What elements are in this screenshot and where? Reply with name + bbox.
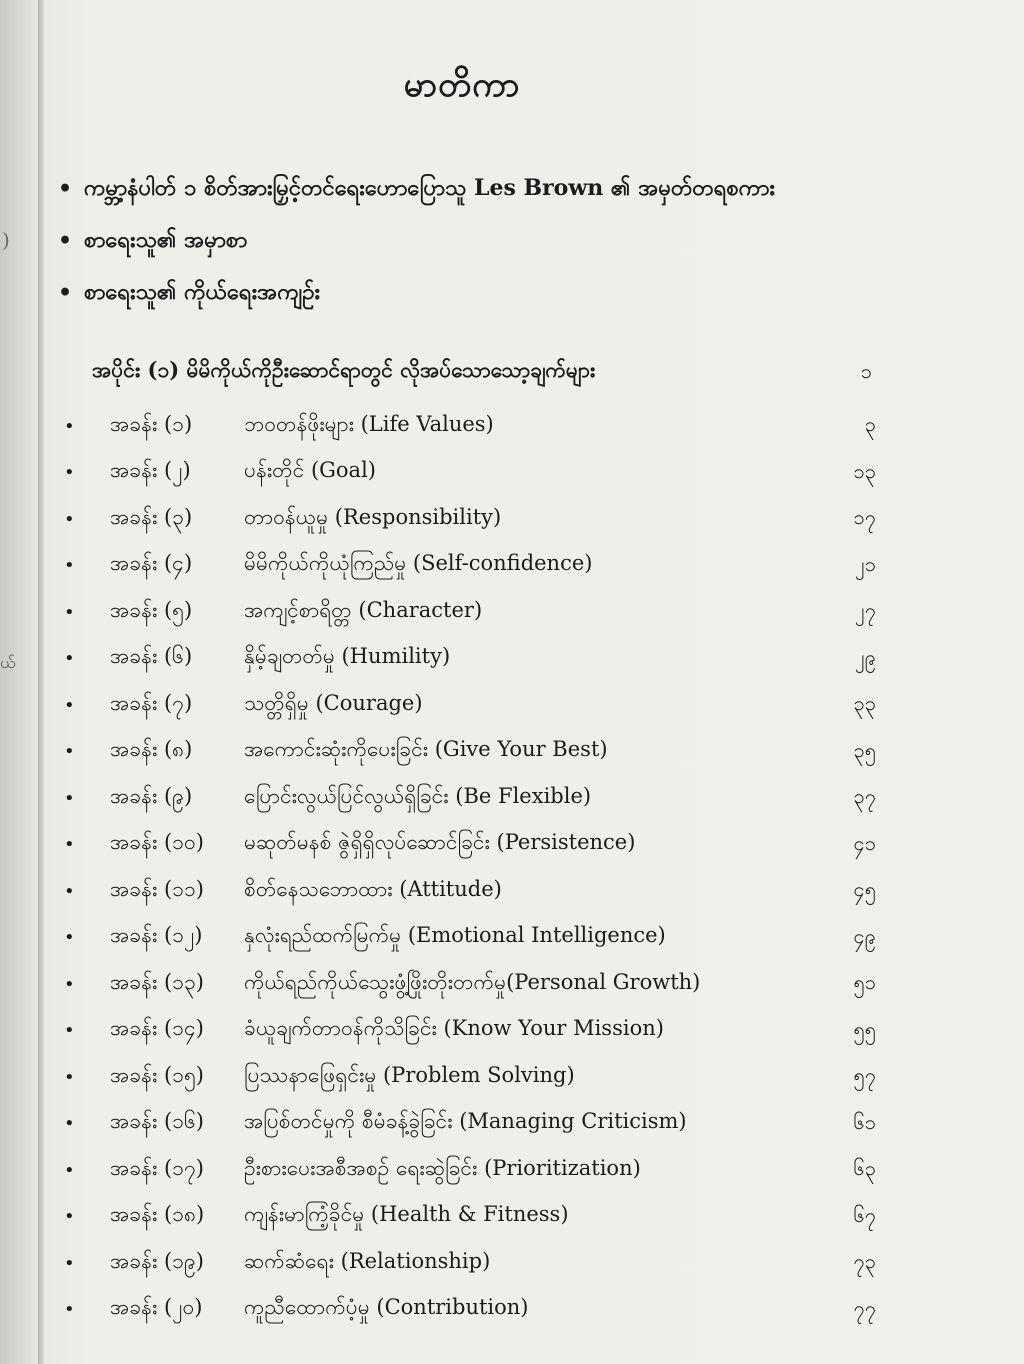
chapter-row — [64, 1008, 876, 1055]
chapter-page-number: ၄၁ — [853, 830, 876, 855]
bullet-icon: • — [64, 1159, 75, 1181]
chapter-row — [64, 543, 876, 590]
bullet-icon: • — [58, 176, 73, 202]
chapter-title: နှိမ့်ချတတ်မှု (Humility) — [244, 644, 451, 669]
chapter-title: စိတ်နေသဘောထား (Attitude) — [244, 876, 502, 901]
chapter-title: သတ္တိရှိမှု (Courage) — [244, 690, 423, 715]
chapter-page-number: ၂၇ — [854, 598, 876, 623]
chapter-list — [64, 403, 876, 1333]
adjacent-page-edge-mark: ယ် — [0, 653, 16, 672]
chapter-number: အခန်း (၁၁) — [110, 876, 204, 901]
chapter-row — [64, 915, 876, 962]
chapter-page-number: ၄၅ — [853, 877, 876, 902]
chapter-number: အခန်း (၃) — [110, 504, 193, 529]
chapter-number: အခန်း (၁၅) — [110, 1062, 204, 1087]
chapter-page-number: ၂၉ — [854, 644, 876, 669]
bullet-icon: • — [58, 280, 73, 306]
chapter-number: အခန်း (၁၄) — [110, 1016, 204, 1041]
chapter-row — [64, 1194, 876, 1241]
chapter-title: အကောင်းဆုံးကိုပေးခြင်း (Give Your Best) — [244, 737, 608, 762]
chapter-title: ကိုယ်ရည်ကိုယ်သွေးဖွံ့ဖြိုးတိုးတက်မှု(Personal Growth) — [244, 969, 701, 994]
chapter-title: ကူညီထောက်ပံ့မှု (Contribution) — [244, 1295, 529, 1320]
chapter-row — [64, 1240, 876, 1287]
chapter-row — [64, 822, 876, 869]
chapter-page-number: ၆၇ — [853, 1202, 876, 1227]
chapter-title: ပြောင်းလွယ်ပြင်လွယ်ရှိခြင်း (Be Flexible) — [244, 783, 592, 808]
chapter-number: အခန်း (၆) — [110, 644, 193, 669]
chapter-title: ပန်းတိုင် (Goal) — [244, 458, 376, 483]
bullet-icon: • — [64, 927, 75, 949]
bullet-icon: • — [64, 1206, 75, 1228]
book-spine — [38, 0, 44, 1364]
page-title: မာတိကာ — [403, 65, 521, 105]
chapter-page-number: ၃၇ — [853, 784, 876, 809]
bullet-icon: • — [64, 1299, 75, 1321]
chapter-page-number: ၆၃ — [853, 1156, 876, 1181]
chapter-row — [64, 1101, 876, 1148]
bullet-icon: • — [58, 228, 73, 254]
bullet-icon: • — [64, 880, 75, 902]
chapter-row — [64, 775, 876, 822]
bullet-icon: • — [64, 648, 75, 670]
bullet-icon: • — [64, 415, 75, 437]
chapter-number: အခန်း (၄) — [110, 551, 193, 576]
intro-item-text: စာရေးသူ၏ အမှာစာ — [84, 226, 248, 253]
chapter-number: အခန်း (၈) — [110, 737, 193, 762]
bullet-icon: • — [64, 1066, 75, 1088]
part-title: အပိုင်း (၁) မိမိကိုယ်ကိုဦးဆောင်ရာတွင် လိုအပ်သောသော့ချက်များ — [92, 357, 596, 382]
chapter-row — [64, 589, 876, 636]
chapter-page-number: ၅၅ — [853, 1016, 876, 1041]
chapter-page-number: ၂၁ — [854, 551, 876, 576]
chapter-page-number: ၁၇ — [853, 505, 876, 530]
chapter-row — [64, 961, 876, 1008]
chapter-number: အခန်း (၁၉) — [110, 1248, 204, 1273]
chapter-number: အခန်း (၁၆) — [110, 1109, 204, 1134]
chapter-number: အခန်း (၁၃) — [110, 969, 204, 994]
chapter-number: အခန်း (၁၈) — [110, 1202, 205, 1227]
part-heading — [92, 357, 872, 388]
chapter-number: အခန်း (၁) — [110, 411, 193, 436]
chapter-row — [64, 729, 876, 776]
chapter-row — [64, 868, 876, 915]
bullet-icon: • — [64, 1113, 75, 1135]
intro-item-text: ကမ္ဘာ့နံပါတ် ၁ စိတ်အားမြှင့်တင်ရေးဟောပြောသူ Les Brown ၏ အမှတ်တရစကား — [84, 174, 775, 201]
chapter-title: ဆက်ဆံရေး (Relationship) — [244, 1248, 491, 1273]
chapter-row — [64, 1147, 876, 1194]
chapter-number: အခန်း (၂) — [110, 458, 191, 483]
bullet-icon: • — [64, 787, 75, 809]
intro-list — [58, 163, 918, 319]
chapter-page-number: ၆၁ — [853, 1109, 876, 1134]
chapter-title: ကျန်းမာကြံ့ခိုင်မှု (Health & Fitness) — [244, 1202, 569, 1227]
intro-item — [58, 163, 918, 215]
chapter-title: အကျင့်စာရိတ္တ (Character) — [244, 597, 483, 622]
chapter-number: အခန်း (၇) — [110, 690, 193, 715]
bullet-icon: • — [64, 694, 75, 716]
chapter-title: မိမိကိုယ်ကိုယုံကြည်မှု (Self-confidence) — [244, 551, 593, 576]
chapter-page-number: ၃ — [864, 412, 876, 437]
chapter-row — [64, 450, 876, 497]
chapter-page-number: ၅၁ — [853, 970, 876, 995]
chapter-title: ဦးစားပေးအစီအစဉ် ရေးဆွဲခြင်း (Prioritization) — [244, 1155, 641, 1180]
chapter-page-number: ၅၇ — [853, 1063, 876, 1088]
chapter-page-number: ၇၇ — [853, 1295, 876, 1320]
bullet-icon: • — [64, 555, 75, 577]
chapter-number: အခန်း (၁၂) — [110, 923, 203, 948]
chapter-page-number: ၁၃ — [853, 458, 876, 483]
chapter-number: အခန်း (၂၀) — [110, 1295, 203, 1320]
bullet-icon: • — [64, 741, 75, 763]
chapter-row — [64, 496, 876, 543]
intro-item — [58, 215, 918, 267]
chapter-page-number: ၃၅ — [853, 737, 876, 762]
chapter-row — [64, 682, 876, 729]
chapter-page-number: ၄၉ — [853, 923, 876, 948]
chapter-page-number: ၃၃ — [853, 691, 876, 716]
chapter-title: နှလုံးရည်ထက်မြက်မှု (Emotional Intelligence) — [244, 923, 666, 948]
chapter-number: အခန်း (၅) — [110, 597, 193, 622]
chapter-number: အခန်း (၉) — [110, 783, 193, 808]
part-page-number: ၁ — [860, 358, 872, 383]
intro-item — [58, 267, 918, 319]
bullet-icon: • — [64, 973, 75, 995]
chapter-number: အခန်း (၁၇) — [110, 1155, 204, 1180]
chapter-title: အပြစ်တင်မှုကို စီမံခန့်ခွဲခြင်း (Managing Criticism) — [244, 1109, 687, 1134]
bullet-icon: • — [64, 508, 75, 530]
chapter-row — [64, 1287, 876, 1334]
chapter-row — [64, 1054, 876, 1101]
intro-item-text: စာရေးသူ၏ ကိုယ်ရေးအကျဉ်း — [84, 278, 321, 305]
chapter-page-number: ၇၃ — [853, 1249, 876, 1274]
chapter-title: မဆုတ်မနစ် ဇွဲရှိရှိလုပ်ဆောင်ခြင်း (Persistence) — [244, 830, 636, 855]
chapter-row — [64, 636, 876, 683]
bullet-icon: • — [64, 601, 75, 623]
chapter-title: တာဝန်ယူမှု (Responsibility) — [244, 504, 502, 529]
chapter-title: ဘဝတန်ဖိုးများ (Life Values) — [244, 411, 494, 436]
chapter-title: ခံယူချက်တာဝန်ကိုသိခြင်း (Know Your Mission) — [244, 1016, 664, 1041]
chapter-row — [64, 403, 876, 450]
bullet-icon: • — [64, 462, 75, 484]
chapter-title: ပြဿနာဖြေရှင်းမှု (Problem Solving) — [244, 1062, 575, 1087]
bullet-icon: • — [64, 834, 75, 856]
bullet-icon: • — [64, 1252, 75, 1274]
bullet-icon: • — [64, 1020, 75, 1042]
chapter-number: အခန်း (၁၀) — [110, 830, 204, 855]
adjacent-page-edge-mark: ) — [2, 228, 10, 252]
